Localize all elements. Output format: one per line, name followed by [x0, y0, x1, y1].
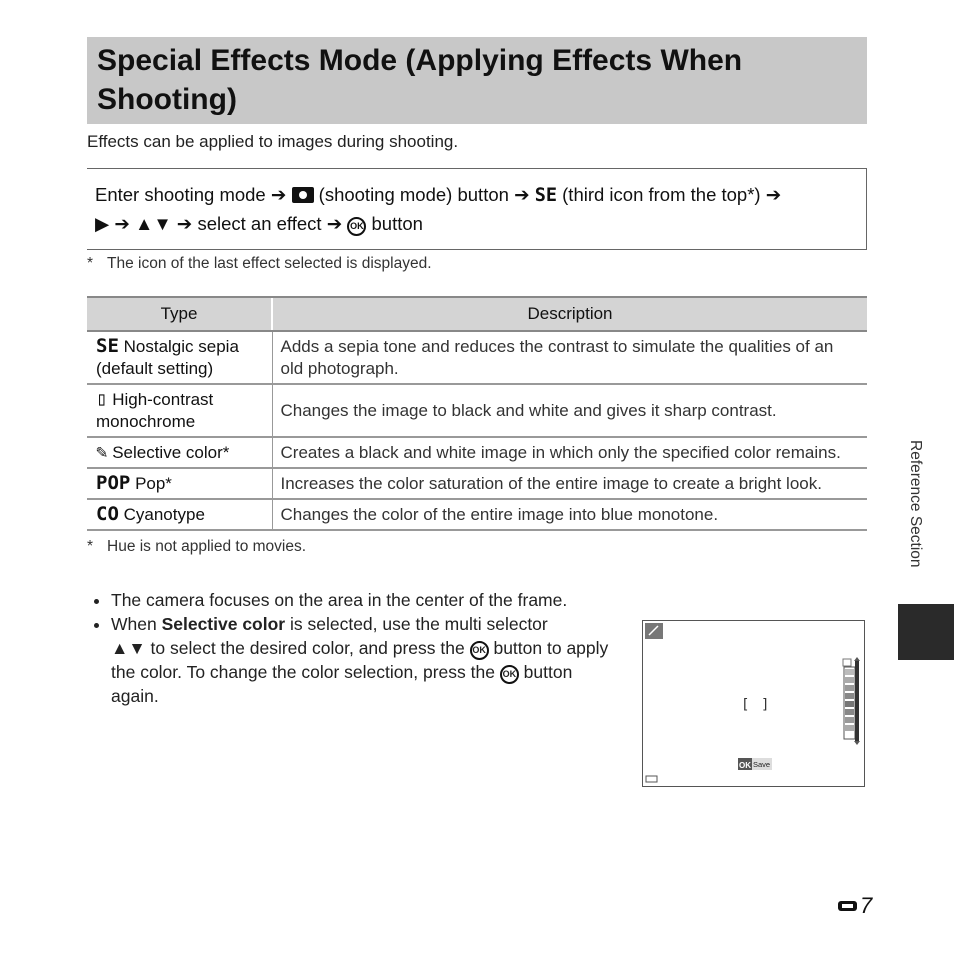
- list-item: • When Selective color is selected, use the multi selector ▲▼ to select the desired color, and press the OK button to apply the color. To change the color selection, press the OK button again.: [111, 612, 615, 708]
- procedure-box: [87, 168, 867, 250]
- arrow-icon: ➔: [765, 184, 782, 205]
- multi-selector-updown-icon: ▲▼: [135, 213, 172, 234]
- camera-screen-graphics: [643, 621, 864, 786]
- hue-slider-track: [855, 661, 859, 741]
- table-row: ✎ Selective color* Creates a black and white image in which only the specified color remains.: [87, 437, 867, 468]
- table-row: ▯ High-contrast monochrome Changes the image to black and white and gives it sharp contrast.: [87, 384, 867, 437]
- cyanotype-icon: CO: [96, 503, 119, 525]
- page-number: 7: [838, 893, 872, 919]
- arrow-icon: ➔: [326, 213, 343, 234]
- multi-selector-updown-icon: ▲▼: [111, 638, 146, 658]
- procedure-text-2: (shooting mode) button: [313, 184, 515, 205]
- ok-button-icon: OK: [347, 217, 366, 236]
- camera-icon: [292, 187, 314, 203]
- procedure-text-1: Enter shooting mode: [95, 184, 271, 205]
- bullet-list: [87, 588, 617, 708]
- high-contrast-monochrome-icon: ▯: [96, 388, 108, 410]
- reference-binoculars-icon: [838, 898, 858, 914]
- intro-text: Effects can be applied to images during shooting.: [87, 132, 459, 151]
- column-header-description: Description: [272, 297, 867, 331]
- slider-up-icon: [854, 657, 860, 661]
- pop-icon: POP: [96, 472, 131, 494]
- hue-slider-bands: [845, 669, 854, 731]
- list-item: • The camera focuses on the area in the center of the frame.: [111, 588, 617, 612]
- ok-button-icon: OK: [500, 665, 519, 684]
- footnote-hue: * Hue is not applied to movies.: [87, 538, 307, 555]
- special-effects-icon: SE: [534, 185, 557, 206]
- camera-screen-illustration: [642, 620, 865, 787]
- column-header-type: Type: [87, 297, 272, 331]
- focus-bracket-right: ]: [761, 697, 770, 713]
- hue-slider-cap-icon: [843, 659, 851, 666]
- multi-selector-right-icon: ▶: [95, 213, 110, 234]
- selective-color-icon: ✎: [96, 441, 108, 463]
- arrow-icon: ➔: [114, 213, 130, 234]
- table-row: POP Pop* Increases the color saturation of the entire image to create a bright look.: [87, 468, 867, 499]
- save-label: Save: [753, 760, 771, 769]
- battery-icon: [646, 776, 657, 782]
- table-row: SE Nostalgic sepia (default setting) Adds a sepia tone and reduces the contrast to simulate the qualities of an old photograph.: [87, 331, 867, 384]
- footnote-icon-note: * The icon of the last effect selected is displayed.: [87, 255, 432, 272]
- ok-button-icon: OK: [470, 641, 489, 660]
- procedure-text-5: button: [366, 213, 423, 234]
- title-bar: [87, 37, 867, 124]
- section-tab: [898, 604, 954, 660]
- page-title: Special Effects Mode (Applying Effects When Shooting): [97, 44, 743, 116]
- focus-bracket-left: [: [741, 697, 750, 713]
- effects-table: [87, 296, 867, 531]
- arrow-icon: ➔: [176, 213, 193, 234]
- procedure-text-3: (third icon from the top*): [557, 184, 766, 205]
- arrow-icon: ➔: [270, 184, 287, 205]
- ok-label: OK: [739, 761, 751, 770]
- procedure-text-4: select an effect: [192, 213, 327, 234]
- section-label: Reference Section: [907, 440, 924, 568]
- slider-down-icon: [854, 741, 860, 745]
- table-row: CO Cyanotype Changes the color of the entire image into blue monotone.: [87, 499, 867, 530]
- nostalgic-sepia-icon: SE: [96, 335, 119, 357]
- arrow-icon: ➔: [514, 184, 530, 205]
